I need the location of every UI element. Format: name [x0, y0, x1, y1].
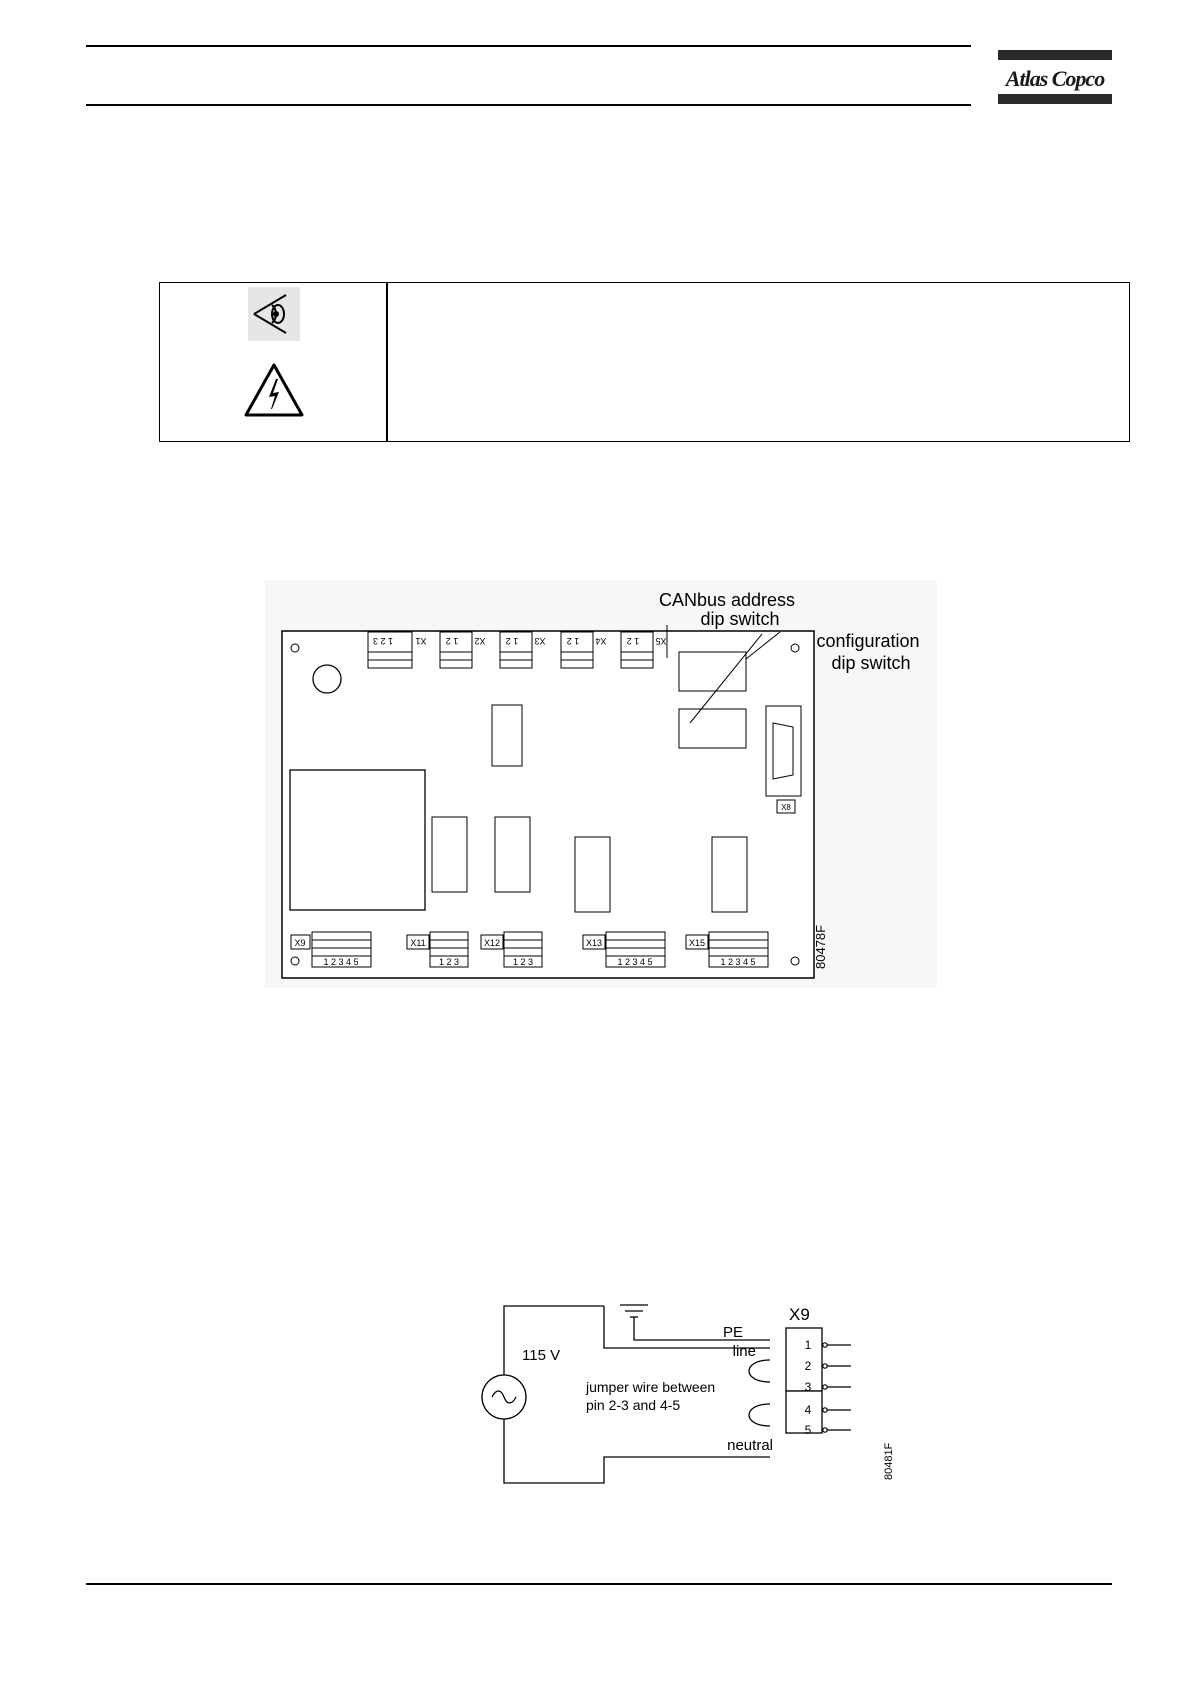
- pin-label: 3: [804, 1380, 812, 1394]
- config-callout-line2: dip switch: [831, 653, 911, 673]
- jumper-loop-4-5: [749, 1404, 770, 1426]
- electrical-hazard-icon: [242, 361, 306, 419]
- terminal-label: X9: [789, 1305, 810, 1324]
- svg-text:1 2 3: 1 2 3: [512, 957, 534, 967]
- canbus-callout-line2: dip switch: [700, 609, 780, 629]
- header-rule-top: [86, 45, 971, 47]
- wiring-diagram: [470, 1290, 910, 1500]
- x8-connector-housing: [766, 706, 801, 796]
- ic-chip: [432, 817, 467, 892]
- canbus-callout-line1: CANbus address: [658, 590, 796, 610]
- configuration-dip-switch: [679, 709, 746, 748]
- footer-rule: [86, 1583, 1112, 1585]
- svg-text:X5: X5: [655, 636, 667, 646]
- ic-chip: [575, 837, 610, 912]
- neutral-label: neutral: [727, 1437, 773, 1454]
- warning-box-divider: [386, 283, 388, 441]
- svg-text:1 2 3: 1 2 3: [438, 957, 460, 967]
- x8-label: X8: [781, 803, 791, 812]
- voltage-label: 115 V: [522, 1347, 561, 1364]
- header-rule-bottom: [86, 104, 971, 106]
- svg-text:X11: X11: [410, 938, 426, 948]
- board-diagram: [265, 580, 937, 988]
- svg-text:1 2 3: 1 2 3: [372, 636, 394, 646]
- board-figure-id: 80478F: [813, 924, 828, 969]
- svg-text:X1: X1: [415, 636, 427, 646]
- svg-text:X13: X13: [585, 938, 603, 948]
- svg-text:X12: X12: [483, 938, 501, 948]
- ic-chip: [495, 817, 530, 892]
- svg-text:X2: X2: [474, 636, 486, 646]
- line-wire: [604, 1306, 770, 1348]
- svg-text:1 2 3 4 5: 1 2 3 4 5: [720, 957, 756, 967]
- ic-chip: [712, 837, 747, 912]
- pin-label: 4: [804, 1403, 812, 1417]
- jumper-note-line1: jumper wire between: [586, 1379, 716, 1395]
- svg-text:1 2 3 4 5: 1 2 3 4 5: [617, 957, 653, 967]
- pin-leads: [823, 1343, 851, 1432]
- svg-text:X9: X9: [294, 938, 306, 948]
- wiring-figure-id: 80481F: [883, 1442, 895, 1480]
- logo-text: Atlas Copco: [1005, 66, 1105, 91]
- jumper-note-line2: pin 2-3 and 4-5: [586, 1397, 681, 1413]
- svg-text:X15: X15: [688, 938, 706, 948]
- pe-label: PE: [722, 1324, 743, 1341]
- pe-wire: [634, 1317, 770, 1340]
- svg-text:1 2 3 4 5: 1 2 3 4 5: [323, 957, 359, 967]
- svg-text:1 2: 1 2: [445, 636, 459, 646]
- wiring-figure: [470, 1290, 910, 1500]
- jumper-loop-2-3: [749, 1360, 770, 1382]
- pin-label: 1: [804, 1338, 812, 1352]
- svg-text:1 2: 1 2: [566, 636, 580, 646]
- eye-icon: [248, 287, 300, 341]
- line-label: line: [732, 1343, 756, 1360]
- svg-text:1 2: 1 2: [505, 636, 519, 646]
- transformer: [290, 770, 425, 910]
- svg-text:X3: X3: [534, 636, 546, 646]
- svg-text:1 2: 1 2: [626, 636, 640, 646]
- ic-chip: [492, 705, 522, 766]
- pin-label: 5: [804, 1423, 812, 1437]
- atlas-copco-logo: [998, 50, 1112, 104]
- pin-label: 2: [804, 1359, 812, 1373]
- config-callout-line1: configuration: [816, 631, 920, 651]
- canbus-dip-switch: [679, 652, 746, 691]
- svg-text:X4: X4: [595, 636, 607, 646]
- board-figure: [265, 580, 937, 988]
- warning-box: [159, 282, 1130, 442]
